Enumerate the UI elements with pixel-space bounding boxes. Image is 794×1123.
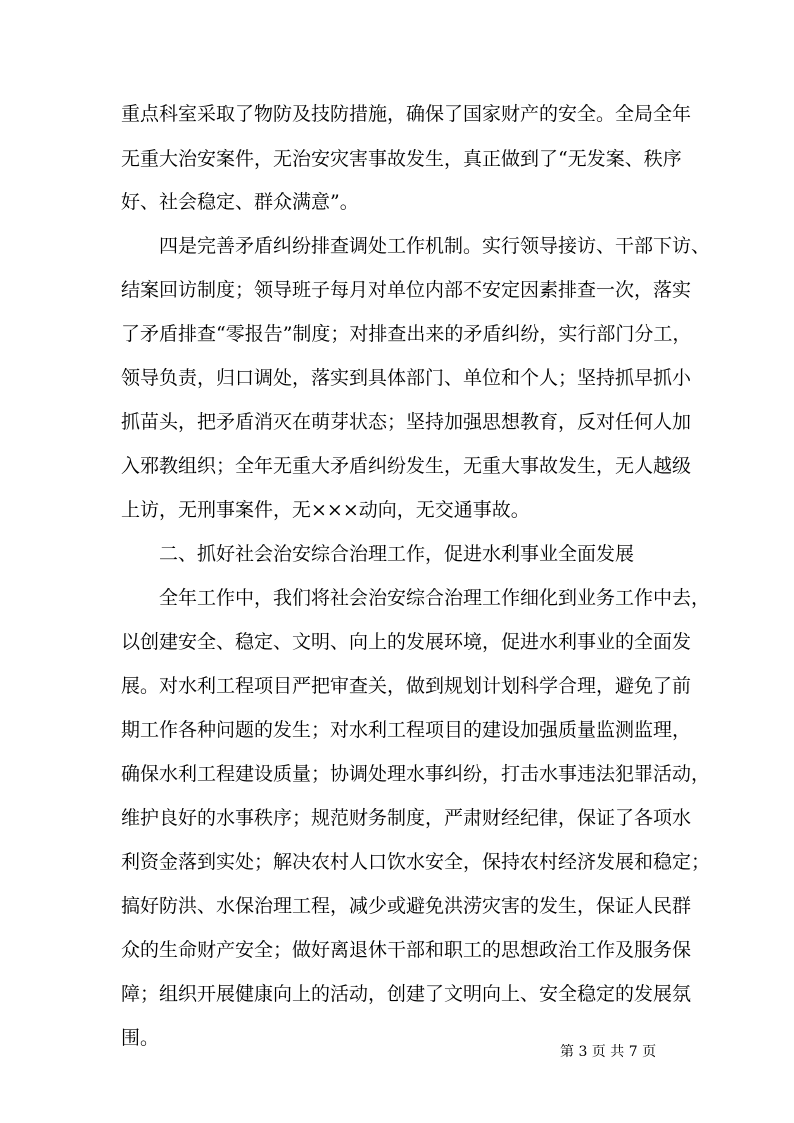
text-line: 领导负责，归口调处，落实到具体部门、单位和个人；坚持抓早抓小 [121,367,692,389]
text-line: 确保水利工程建设质量；协调处理水事纠纷，打击水事违法犯罪活动， [121,763,711,785]
text-line: 上访，无刑事案件，无×××动向，无交通事故。 [121,499,530,521]
text-line: 重点科室采取了物防及技防措施，确保了国家财产的安全。全局全年 [121,103,692,125]
text-line: 结案回访制度；领导班子每月对单位内部不安定因素排查一次，落实 [121,279,692,301]
text-line: 围。 [121,1027,160,1049]
text-line: 以创建安全、稳定、文明、向上的发展环境，促进水利事业的全面发 [121,631,692,653]
text-line: 众的生命财产安全；做好离退休干部和职工的思想政治工作及服务保 [121,939,692,961]
text-line: 利资金落到实处；解决农村人口饮水安全，保持农村经济发展和稳定； [121,851,711,873]
text-line: 无重大治安案件，无治安灾害事故发生，真正做到了“无发案、秩序 [121,148,682,170]
page-number: 第 3 页 共 7 页 [560,1044,657,1060]
text-line: 好、社会稳定、群众满意”。 [121,191,359,213]
text-line: 抓苗头，把矛盾消灭在萌芽状态；坚持加强思想教育，反对任何人加 [121,411,692,433]
text-line: 障；组织开展健康向上的活动，创建了文明向上、安全稳定的发展氛 [121,983,692,1005]
text-line: 入邪教组织；全年无重大矛盾纠纷发生，无重大事故发生，无人越级 [121,455,692,477]
text-line: 维护良好的水事秩序；规范财务制度，严肃财经纪律，保证了各项水 [121,807,692,829]
text-line: 展。对水利工程项目严把审查关，做到规划计划科学合理，避免了前 [121,675,692,697]
section-heading: 二、抓好社会治安综合治理工作，促进水利事业全面发展 [159,543,635,565]
text-line: 搞好防洪、水保治理工程，减少或避免洪涝灾害的发生，保证人民群 [121,895,692,917]
text-line: 了矛盾排查“零报告”制度；对排查出来的矛盾纠纷，实行部门分工， [121,323,692,345]
text-line: 期工作各种问题的发生；对水利工程项目的建设加强质量监测监理， [121,719,692,741]
text-line: 四是完善矛盾纠纷排查调处工作机制。实行领导接访、干部下访、 [159,235,711,257]
text-line: 全年工作中，我们将社会治安综合治理工作细化到业务工作中去， [159,587,711,609]
